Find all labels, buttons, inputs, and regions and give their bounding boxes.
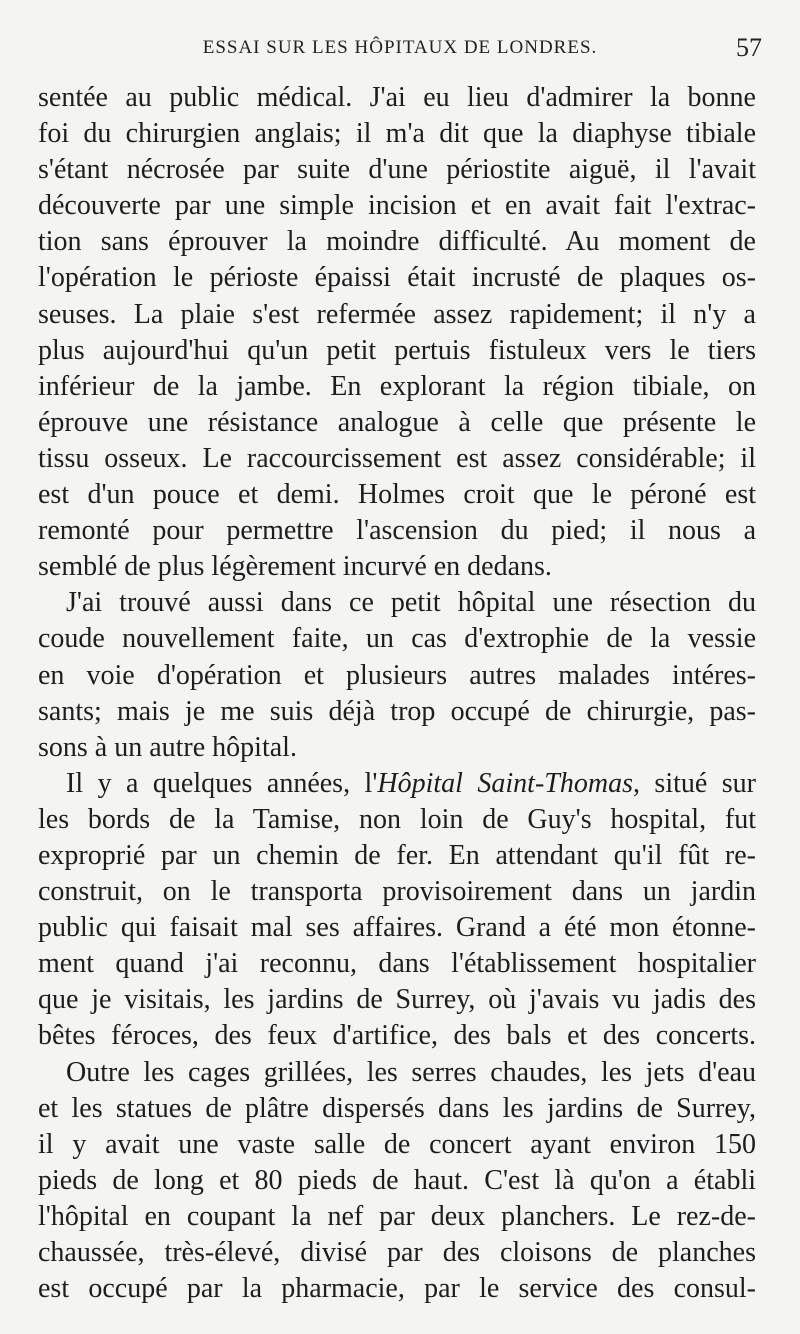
text-line: tion sans éprouver la moindre difficulté. Au moment de — [38, 226, 756, 258]
text-line: public qui faisait mal ses affaires. Grand a été mon étonne- — [38, 912, 756, 944]
hospital-name: Hôpital Saint-Thomas — [377, 767, 633, 799]
text-line — [38, 766, 756, 802]
text-line: ment quand j'ai reconnu, dans l'établissement hospitalier — [38, 948, 756, 980]
text-line: pieds de long et 80 pieds de haut. C'est là qu'on a établi — [38, 1164, 756, 1196]
text-line: chaussée, très-élevé, divisé par des cloisons de planches — [38, 1237, 756, 1268]
text-line: exproprié par un chemin de fer. En attendant qu'il fût re- — [38, 839, 756, 871]
page-number: 57 — [736, 33, 762, 62]
text-line: inférieur de la jambe. En explorant la région tibiale, on — [38, 370, 756, 402]
text-line: est occupé par la pharmacie, par le service des consul- — [38, 1273, 756, 1305]
text-line: éprouve une résistance analogue à celle que présente le — [38, 406, 756, 438]
text-line-part: Il y a quelques années, l' — [66, 767, 378, 799]
text-line: Outre les cages grillées, les serres chaudes, les jets d'eau — [66, 1056, 756, 1088]
running-title: ESSAI SUR LES HÔPITAUX DE LONDRES. — [202, 37, 598, 58]
text-line: que je visitais, les jardins de Surrey, où j'avais vu jadis des — [38, 984, 756, 1016]
text-line: l'opération le périoste épaissi était incrusté de plaques os- — [38, 262, 756, 294]
text-line: foi du chirurgien anglais; il m'a dit que la diaphyse tibiale — [38, 118, 756, 150]
text-line: est d'un pouce et demi. Holmes croit que le péroné est — [38, 479, 756, 511]
text-line: plus aujourd'hui qu'un petit pertuis fistuleux vers le tiers — [38, 334, 756, 366]
text-line: coude nouvellement faite, un cas d'extrophie de la vessie — [38, 623, 756, 655]
text-line: J'ai trouvé aussi dans ce petit hôpital une résection du — [66, 587, 756, 619]
text-line: l'hôpital en coupant la nef par deux planchers. Le rez-de- — [38, 1200, 756, 1232]
text-line: construit, on le transporta provisoirement dans un jardin — [38, 876, 756, 908]
text-line: remonté pour permettre l'ascension du pied; il nous a — [38, 515, 756, 547]
text-line: en voie d'opération et plusieurs autres malades intéres- — [38, 659, 756, 691]
text-line: les bords de la Tamise, non loin de Guy's hospital, fut — [38, 803, 756, 835]
body-text — [38, 80, 756, 1307]
text-line: tissu osseux. Le raccourcissement est assez considérable; il — [38, 442, 756, 474]
running-head — [30, 33, 770, 73]
text-line: sants; mais je me suis déjà trop occupé de chirurgie, pas- — [38, 695, 756, 727]
text-line: seuses. La plaie s'est refermée assez rapidement; il n'y a — [38, 298, 756, 330]
text-line: s'étant nécrosée par suite d'une périostite aiguë, il l'avait — [38, 154, 756, 186]
text-line: sentée au public médical. J'ai eu lieu d'admirer la bonne — [38, 82, 756, 113]
text-line: découverte par une simple incision et en avait fait l'extrac- — [38, 190, 756, 222]
text-line: et les statues de plâtre dispersés dans les jardins de Surrey, — [38, 1092, 756, 1124]
text-line: il y avait une vaste salle de concert ayant environ 150 — [38, 1128, 756, 1160]
text-line: bêtes féroces, des feux d'artifice, des bals et des concerts. — [38, 1020, 756, 1052]
text-line-part: , situé sur — [632, 767, 756, 799]
text-line: sons à un autre hôpital. — [38, 731, 297, 763]
text-line: semblé de plus légèrement incurvé en dedans. — [38, 551, 552, 583]
